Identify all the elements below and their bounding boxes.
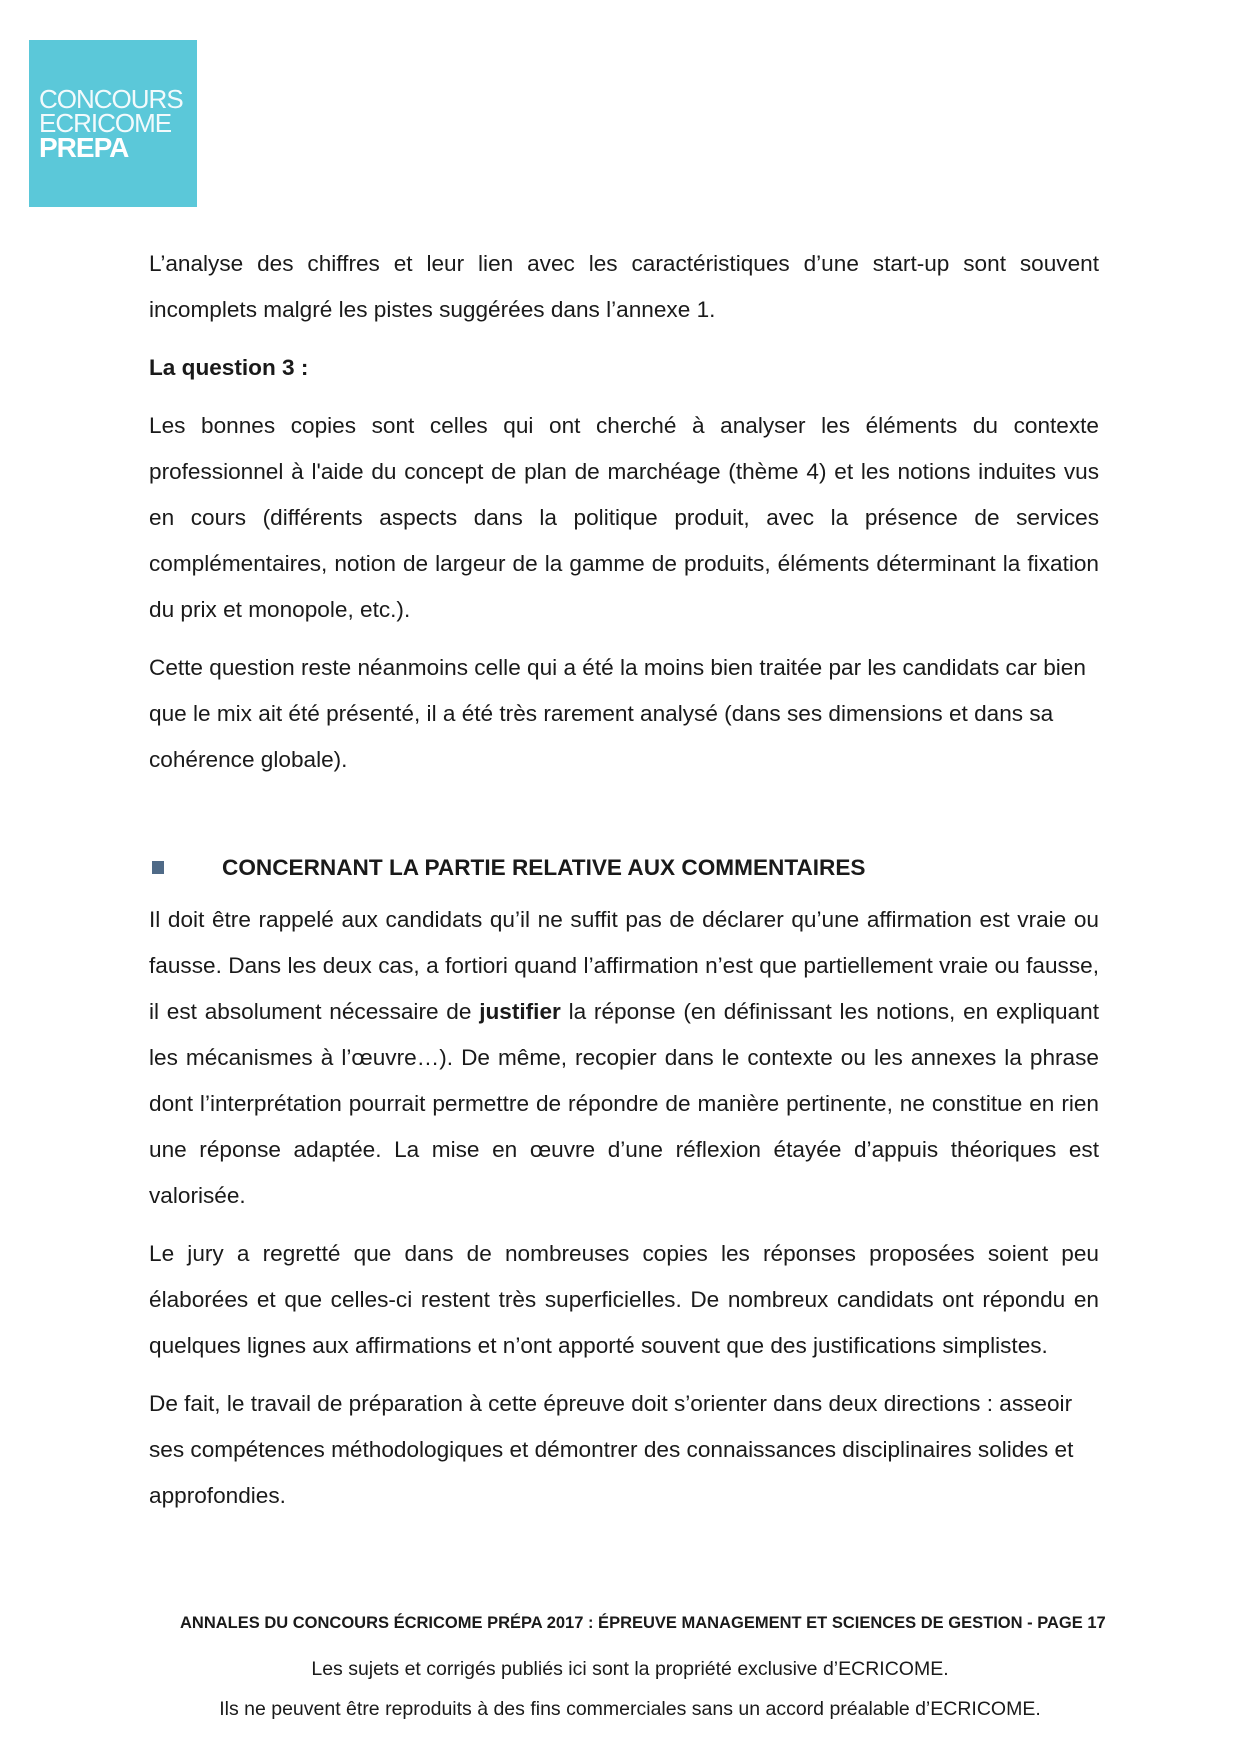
section-heading <box>149 845 1099 891</box>
logo-line-prepa: PREPA <box>39 132 129 163</box>
logo-line-ecricome: ECRICOME <box>39 108 172 138</box>
question-3-paragraph-2: Cette question reste néanmoins celle qui a été la moins bien traitée par les candidats car bien que le mix ait été présenté, il a été très rarement analysé (dans ses dimensions et dans sa cohérence globale). <box>149 655 1086 772</box>
comments-p1-bold: justifier <box>479 999 561 1024</box>
section-title: CONCERNANT LA PARTIE RELATIVE AUX COMMENTAIRES <box>222 855 866 880</box>
document-body <box>149 241 1099 1531</box>
footer-copyright-note: Les sujets et corrigés publiés ici sont la propriété exclusive d’ECRICOME. <box>311 1658 949 1680</box>
comments-paragraph-3: De fait, le travail de préparation à cette épreuve doit s’orienter dans deux directions : asseoir ses compétences méthodologiques et démontrer des connaissances disciplinaires solides et approfondies. <box>149 1391 1074 1508</box>
comments-p1-after: la réponse (en définissant les notions, en expliquant les mécanismes à l’œuvre…). De même, recopier dans le contexte ou les annexes la phrase dont l’interprétation pourrait permettre de répondre de manière pertinente, ne constitue en rien une réponse adaptée. La mise en œuvre d’une réflexion étayée d’appuis théoriques est valorisée. <box>149 999 1099 1208</box>
question-3-title: La question 3 : <box>149 355 309 380</box>
footer-title: ANNALES DU CONCOURS ÉCRICOME PRÉPA 2017 : ÉPREUVE MANAGEMENT ET SCIENCES DE GESTION - PAGE 17 <box>180 1614 1106 1632</box>
paragraph-analysis: L’analyse des chiffres et leur lien avec les caractéristiques d’une start-up sont souvent incomplets malgré les pistes suggérées dans l’annexe 1. <box>149 251 1099 322</box>
question-3-paragraph-1: Les bonnes copies sont celles qui ont cherché à analyser les éléments du contexte professionnel à l'aide du concept de plan de marchéage (thème 4) et les notions induites vus en cours (différents aspects dans la politique produit, avec la présence de services complémentaires, notion de largeur de la gamme de produits, éléments déterminant la fixation du prix et monopole, etc.). <box>149 413 1099 622</box>
comments-paragraph-1 <box>149 897 1099 1219</box>
square-bullet-icon <box>152 861 164 874</box>
ecricome-logo <box>29 40 197 207</box>
logo-line-concours: CONCOURS <box>39 84 183 114</box>
comments-paragraph-2: Le jury a regretté que dans de nombreuses copies les réponses proposées soient peu élaborées et que celles-ci restent très superficielles. De nombreux candidats ont répondu en quelques lignes aux affirmations et n’ont apporté souvent que des justifications simplistes. <box>149 1241 1099 1358</box>
footer-reproduction-note: Ils ne peuvent être reproduits à des fins commerciales sans un accord préalable d’ECRICOME. <box>219 1698 1041 1720</box>
comments-p1-before: Il doit être rappelé aux candidats qu’il ne suffit pas de déclarer qu’une affirmation est vraie ou fausse. Dans les deux cas, a fortiori quand l’affirmation n’est que partiellement vraie ou fausse, il est absolument nécessaire de <box>149 907 1099 1024</box>
